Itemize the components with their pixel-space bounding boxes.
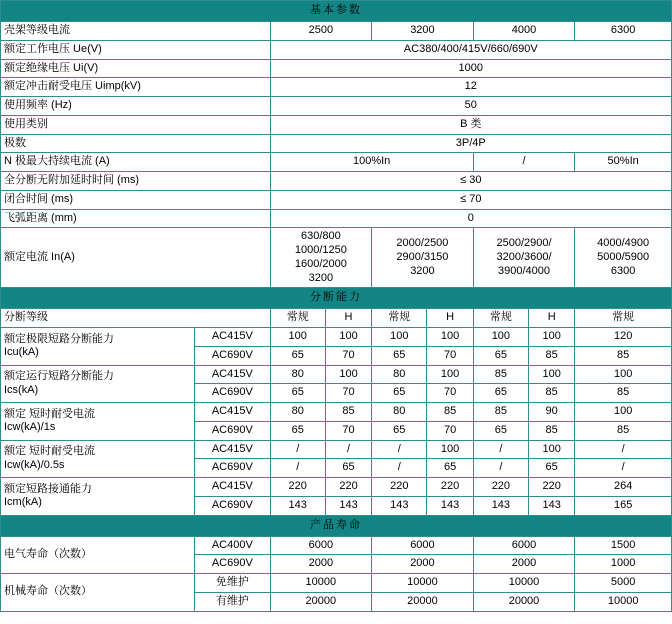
value-closing-time: ≤ 70 <box>270 190 671 209</box>
icw1s-ac690-c6: 85 <box>529 421 575 440</box>
ics-ac690-c2: 70 <box>325 384 371 403</box>
icu-ac415-c2: 100 <box>325 328 371 347</box>
value-n-pole-slash: / <box>473 153 575 172</box>
icm-ac690-c6: 143 <box>529 496 575 515</box>
sub-label-elife-ac400: AC400V <box>195 536 270 555</box>
icm-ac415-c3: 220 <box>372 478 427 497</box>
ics-ac690-c5: 65 <box>473 384 528 403</box>
row-label-poles: 极数 <box>1 134 271 153</box>
value-rated-working-voltage: AC380/400/415V/660/690V <box>270 40 671 59</box>
ics-ac415-c5: 85 <box>473 365 528 384</box>
icw05s-ac415-c6: 100 <box>529 440 575 459</box>
mlife-maintained-c4: 10000 <box>575 592 672 611</box>
mlife-maintfree-c3: 10000 <box>473 574 575 593</box>
table-row <box>1 153 672 172</box>
frame-current-4000: 4000 <box>473 22 575 41</box>
section-header-life: 产品寿命 <box>1 515 672 536</box>
icu-ac415-c1: 100 <box>270 328 325 347</box>
icu-ac415-c6: 100 <box>529 328 575 347</box>
row-label-utilization-category: 使用类别 <box>1 115 271 134</box>
grade-col-3: 常规 <box>372 309 427 328</box>
elife-ac690-c4: 1000 <box>575 555 672 574</box>
icw1s-ac690-c7: 85 <box>575 421 672 440</box>
icm-ac690-c5: 143 <box>473 496 528 515</box>
row-label-icw-05s: 额定 短时耐受电流 Icw(kA)/0.5s <box>1 440 195 478</box>
ics-ac690-c1: 65 <box>270 384 325 403</box>
icw1s-ac415-c3: 80 <box>372 403 427 422</box>
value-n-pole-50: 50%In <box>575 153 672 172</box>
row-label-icu: 额定极限短路分断能力 Icu(kA) <box>1 328 195 366</box>
elife-ac400-c2: 6000 <box>372 536 474 555</box>
icw05s-ac415-c3: / <box>372 440 427 459</box>
icw05s-ac690-c6: 65 <box>529 459 575 478</box>
table-row <box>1 478 672 497</box>
ics-ac690-c6: 85 <box>529 384 575 403</box>
row-label-impulse-voltage: 额定冲击耐受电压 Uimp(kV) <box>1 78 271 97</box>
elife-ac400-c1: 6000 <box>270 536 372 555</box>
table-row <box>1 59 672 78</box>
value-rated-current-3200: 2000/2500 2900/3150 3200 <box>372 228 474 288</box>
elife-ac400-c4: 1500 <box>575 536 672 555</box>
row-label-rated-current: 额定电流 In(A) <box>1 228 271 288</box>
icw05s-ac415-c5: / <box>473 440 528 459</box>
elife-ac690-c1: 2000 <box>270 555 372 574</box>
icu-ac415-c5: 100 <box>473 328 528 347</box>
elife-ac690-c2: 2000 <box>372 555 474 574</box>
frame-current-3200: 3200 <box>372 22 474 41</box>
sub-label-icu-ac690: AC690V <box>195 346 270 365</box>
grade-col-1: 常规 <box>270 309 325 328</box>
elife-ac690-c3: 2000 <box>473 555 575 574</box>
value-impulse-voltage: 12 <box>270 78 671 97</box>
icm-ac415-c4: 220 <box>427 478 473 497</box>
table-row <box>1 22 672 41</box>
table-row <box>1 190 672 209</box>
sub-label-icm-ac415: AC415V <box>195 478 270 497</box>
icw1s-ac690-c1: 65 <box>270 421 325 440</box>
mlife-maintfree-c4: 5000 <box>575 574 672 593</box>
icw05s-ac690-c3: / <box>372 459 427 478</box>
grade-col-5: 常规 <box>473 309 528 328</box>
row-label-frequency: 使用频率 (Hz) <box>1 97 271 116</box>
icw1s-ac415-c5: 85 <box>473 403 528 422</box>
icw05s-ac690-c7: / <box>575 459 672 478</box>
icu-ac690-c2: 70 <box>325 346 371 365</box>
table-row <box>1 209 672 228</box>
table-row <box>1 172 672 191</box>
icm-ac415-c6: 220 <box>529 478 575 497</box>
icu-ac415-c3: 100 <box>372 328 427 347</box>
value-poles: 3P/4P <box>270 134 671 153</box>
table-row <box>1 403 672 422</box>
value-total-break-time: ≤ 30 <box>270 172 671 191</box>
icm-ac690-c2: 143 <box>325 496 371 515</box>
table-row <box>1 328 672 347</box>
grade-col-2: H <box>325 309 371 328</box>
value-rated-current-2500: 630/800 1000/1250 1600/2000 3200 <box>270 228 372 288</box>
icu-ac690-c5: 65 <box>473 346 528 365</box>
row-label-icm: 额定短路接通能力 Icm(kA) <box>1 478 195 516</box>
ics-ac415-c3: 80 <box>372 365 427 384</box>
table-row <box>1 440 672 459</box>
value-rated-current-6300: 4000/4900 5000/5900 6300 <box>575 228 672 288</box>
frame-current-6300: 6300 <box>575 22 672 41</box>
ics-ac690-c7: 85 <box>575 384 672 403</box>
table-row <box>1 536 672 555</box>
table-row <box>1 288 672 309</box>
icw05s-ac415-c7: / <box>575 440 672 459</box>
value-frequency: 50 <box>270 97 671 116</box>
icm-ac415-c2: 220 <box>325 478 371 497</box>
row-label-insulation-voltage: 额定绝缘电压 Ui(V) <box>1 59 271 78</box>
row-label-icw-1s: 额定 短时耐受电流 Icw(kA)/1s <box>1 403 195 441</box>
row-label-mechanical-life: 机械寿命（次数） <box>1 574 195 612</box>
icw05s-ac415-c4: 100 <box>427 440 473 459</box>
ics-ac690-c4: 70 <box>427 384 473 403</box>
icw1s-ac690-c4: 70 <box>427 421 473 440</box>
icm-ac415-c5: 220 <box>473 478 528 497</box>
icu-ac690-c6: 85 <box>529 346 575 365</box>
row-label-rated-working-voltage: 额定工作电压 Ue(V) <box>1 40 271 59</box>
value-rated-current-4000: 2500/2900/ 3200/3600/ 3900/4000 <box>473 228 575 288</box>
table-row <box>1 134 672 153</box>
icm-ac690-c1: 143 <box>270 496 325 515</box>
icm-ac690-c3: 143 <box>372 496 427 515</box>
row-label-frame-current: 壳架等级电流 <box>1 22 271 41</box>
row-label-total-break-time: 全分断无附加延时时间 (ms) <box>1 172 271 191</box>
sub-label-icw05s-ac690: AC690V <box>195 459 270 478</box>
frame-current-2500: 2500 <box>270 22 372 41</box>
elife-ac400-c3: 6000 <box>473 536 575 555</box>
icm-ac415-c7: 264 <box>575 478 672 497</box>
row-label-closing-time: 闭合时间 (ms) <box>1 190 271 209</box>
row-label-arc-distance: 飞弧距离 (mm) <box>1 209 271 228</box>
table-row <box>1 515 672 536</box>
icu-ac690-c1: 65 <box>270 346 325 365</box>
value-insulation-voltage: 1000 <box>270 59 671 78</box>
icu-ac415-c4: 100 <box>427 328 473 347</box>
mlife-maintained-c1: 20000 <box>270 592 372 611</box>
icw05s-ac690-c4: 65 <box>427 459 473 478</box>
icw05s-ac690-c5: / <box>473 459 528 478</box>
ics-ac415-c2: 100 <box>325 365 371 384</box>
row-label-ics: 额定运行短路分断能力 Ics(kA) <box>1 365 195 403</box>
ics-ac415-c6: 100 <box>529 365 575 384</box>
icw1s-ac415-c6: 90 <box>529 403 575 422</box>
sub-label-mlife-maintained: 有维护 <box>195 592 270 611</box>
icu-ac690-c7: 85 <box>575 346 672 365</box>
row-label-breaking-grade: 分断等级 <box>1 309 271 328</box>
table-row <box>1 1 672 22</box>
icw1s-ac415-c2: 85 <box>325 403 371 422</box>
sub-label-ics-ac690: AC690V <box>195 384 270 403</box>
ics-ac690-c3: 65 <box>372 384 427 403</box>
row-label-n-pole-current: N 极最大持续电流 (A) <box>1 153 271 172</box>
table-row <box>1 115 672 134</box>
table-row <box>1 40 672 59</box>
ics-ac415-c1: 80 <box>270 365 325 384</box>
icw1s-ac415-c4: 85 <box>427 403 473 422</box>
icw1s-ac415-c1: 80 <box>270 403 325 422</box>
table-row <box>1 78 672 97</box>
grade-col-6: H <box>529 309 575 328</box>
icw1s-ac690-c3: 65 <box>372 421 427 440</box>
table-row <box>1 365 672 384</box>
sub-label-icw1s-ac690: AC690V <box>195 421 270 440</box>
table-row <box>1 97 672 116</box>
sub-label-icm-ac690: AC690V <box>195 496 270 515</box>
sub-label-elife-ac690: AC690V <box>195 555 270 574</box>
icw1s-ac415-c7: 100 <box>575 403 672 422</box>
icw1s-ac690-c2: 70 <box>325 421 371 440</box>
ics-ac415-c4: 100 <box>427 365 473 384</box>
sub-label-icw05s-ac415: AC415V <box>195 440 270 459</box>
row-label-electrical-life: 电气寿命（次数） <box>1 536 195 574</box>
sub-label-icu-ac415: AC415V <box>195 328 270 347</box>
sub-label-mlife-maintfree: 免维护 <box>195 574 270 593</box>
icw05s-ac690-c2: 65 <box>325 459 371 478</box>
table-row <box>1 574 672 593</box>
value-utilization-category: B 类 <box>270 115 671 134</box>
icw05s-ac415-c1: / <box>270 440 325 459</box>
grade-col-4: H <box>427 309 473 328</box>
table-row <box>1 309 672 328</box>
icm-ac415-c1: 220 <box>270 478 325 497</box>
icu-ac415-c7: 120 <box>575 328 672 347</box>
mlife-maintfree-c1: 10000 <box>270 574 372 593</box>
grade-col-7: 常规 <box>575 309 672 328</box>
icw05s-ac415-c2: / <box>325 440 371 459</box>
ics-ac415-c7: 100 <box>575 365 672 384</box>
section-header-breaking: 分断能力 <box>1 288 672 309</box>
value-arc-distance: 0 <box>270 209 671 228</box>
icw1s-ac690-c5: 65 <box>473 421 528 440</box>
table-row <box>1 228 672 288</box>
icu-ac690-c4: 70 <box>427 346 473 365</box>
icm-ac690-c4: 143 <box>427 496 473 515</box>
section-header-basic: 基本参数 <box>1 1 672 22</box>
icm-ac690-c7: 165 <box>575 496 672 515</box>
icu-ac690-c3: 65 <box>372 346 427 365</box>
mlife-maintained-c3: 20000 <box>473 592 575 611</box>
value-n-pole-100: 100%In <box>270 153 473 172</box>
mlife-maintained-c2: 20000 <box>372 592 474 611</box>
sub-label-ics-ac415: AC415V <box>195 365 270 384</box>
icw05s-ac690-c1: / <box>270 459 325 478</box>
mlife-maintfree-c2: 10000 <box>372 574 474 593</box>
sub-label-icw1s-ac415: AC415V <box>195 403 270 422</box>
